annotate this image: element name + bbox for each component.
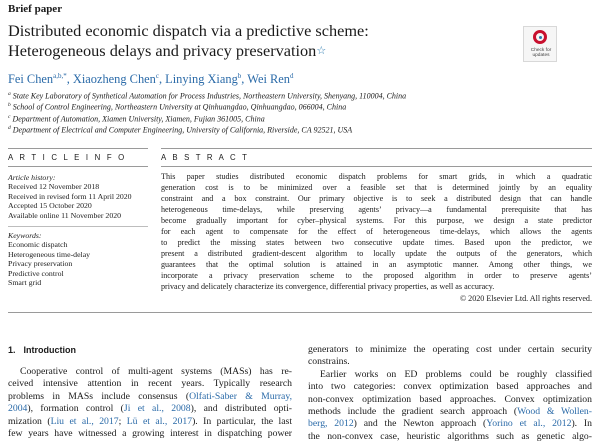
text-segment: ). In particular, the last <box>192 415 293 427</box>
abstract-line: to predict the missing states between two consecutive update times. Based upon the predictor, we <box>161 238 592 248</box>
abstract-line: guarantees that the optimal solution is attained in an asymptotic manner. Among other things, we <box>161 260 592 270</box>
paper-title <box>8 21 518 61</box>
abstract-text <box>161 171 592 304</box>
author-affiliation-marker[interactable]: a,b,* <box>53 72 67 80</box>
abstract-line: generation cost is to be minimized over a feasible set that is determined jointly by an equality <box>161 183 592 193</box>
text-segment: methods include the gradient search approach ( <box>308 406 518 418</box>
text-segment: mization ( <box>8 415 51 427</box>
abstract-line: heterogeneous time-delays, while preserving agents’ privacy—a fundamental prerequisite that has <box>161 205 592 215</box>
article-info <box>8 173 148 287</box>
text-segment: ), formation control ( <box>27 403 124 415</box>
text-segment: ) and the Newton approach ( <box>353 418 487 430</box>
history-entry: Accepted 15 October 2020 <box>8 201 92 211</box>
text-line <box>308 418 592 430</box>
text-line <box>8 391 292 403</box>
text-segment: few years have witnessed a growing interest in dispatching power <box>8 428 292 440</box>
affiliation-marker: a <box>8 91 11 97</box>
affiliation-marker: d <box>8 125 11 132</box>
citation-link[interactable]: 2004 <box>8 403 28 415</box>
affiliation-text: Department of Electrical and Computer Engineering, University of California, Riverside, CA 92521, USA <box>12 126 353 136</box>
text-line <box>308 406 592 418</box>
keyword: Smart grid <box>8 278 42 288</box>
author-affiliation-marker[interactable]: d <box>289 72 294 80</box>
abstract-top-rule <box>161 148 592 149</box>
history-entry: Available online 11 November 2020 <box>8 210 122 220</box>
crossmark-label-2: updates <box>532 53 550 58</box>
author-name[interactable]: Wei Ren <box>247 72 290 87</box>
check-for-updates-badge[interactable] <box>523 26 557 62</box>
abstract-line: become gradually important for cyber–physical systems. For this purpose, we design a state predictor <box>161 216 592 226</box>
history-label: Article history: <box>8 173 56 182</box>
section-number: 1. <box>8 345 16 355</box>
keyword: Economic dispatch <box>8 240 68 250</box>
keywords-rule <box>8 226 148 227</box>
citation-link[interactable]: Liu et al., 2017 <box>50 415 119 427</box>
affiliation <box>8 90 406 101</box>
intro-column-left <box>8 366 292 440</box>
citation-link[interactable]: Lü et al., 2017 <box>126 415 193 427</box>
text-segment: constrains. <box>308 356 350 368</box>
text-segment: ), and distributed opti- <box>190 403 292 415</box>
crossmark-label-1: Check for <box>530 48 552 53</box>
keyword: Heterogeneous time-delay <box>8 249 91 259</box>
text-segment: ceived intensive attention in recent years. Typically research <box>8 378 292 390</box>
info-head-rule <box>8 166 148 167</box>
text-segment: generators to minimize the operating cost under certain security <box>308 344 592 355</box>
keyword: Predictive control <box>8 268 64 278</box>
author-affiliation-marker[interactable]: c <box>155 72 159 80</box>
text-line <box>8 378 292 390</box>
author-name[interactable]: Fei Chen <box>8 72 54 87</box>
affiliation-list <box>8 90 406 136</box>
keyword: Privacy preservation <box>8 259 73 269</box>
text-segment: non-convex optimization based approaches. Convex optimization <box>308 393 592 405</box>
text-line <box>308 356 592 368</box>
affiliation <box>8 113 406 124</box>
affiliation <box>8 124 406 135</box>
affiliation-text: Department of Automation, Xiamen University, Xiamen, Fujian 361005, China <box>12 114 265 124</box>
text-segment: into two categories: convex optimization based approaches and <box>308 381 592 393</box>
abstract-line: for each agent to compensate for the effect of heterogeneous time-delays, which allows the agents <box>161 227 592 237</box>
citation-link[interactable]: Yorino et al., 2012 <box>486 418 572 430</box>
text-line <box>308 431 592 443</box>
history-entry: Received 12 November 2018 <box>8 182 100 192</box>
info-top-rule <box>8 148 148 149</box>
text-line <box>308 394 592 406</box>
title-footnote-star[interactable]: ☆ <box>316 45 327 57</box>
text-segment: the non-convex case, heuristic algorithms such as genetic algo- <box>308 430 592 442</box>
history-list <box>8 182 148 220</box>
abstract-line: privacy and delicately characterize its convergence, differential privacy properties, as well as accuracy. <box>161 282 495 292</box>
intro-column-right <box>308 344 592 443</box>
citation-link[interactable]: Olfati-Saber & Murray, <box>189 390 292 402</box>
text-segment: ). In <box>571 418 593 430</box>
text-line <box>8 428 292 440</box>
affiliation-marker: c <box>8 113 11 120</box>
text-line <box>308 369 592 381</box>
paper-title-line-2-wrap <box>8 41 518 61</box>
article-type-label: Brief paper <box>8 3 63 15</box>
section-heading-introduction <box>8 345 76 355</box>
keywords-label: Keywords: <box>8 231 42 241</box>
author-name[interactable]: Xiaozheng Chen <box>72 72 156 87</box>
text-segment: Cooperative control of multi-agent systems (MASs) has re- <box>20 366 292 377</box>
text-line <box>308 344 592 356</box>
text-segment: ; <box>118 415 127 427</box>
paper-title-line-1: Distributed economic dispatch via a predictive scheme: <box>8 21 369 40</box>
crossmark-icon <box>533 30 547 44</box>
text-line <box>8 416 292 428</box>
affiliation-text: State Key Laboratory of Synthetical Automation for Process Industries, Northeastern University, Shenyang, 110004, China <box>12 91 407 101</box>
citation-link[interactable]: Wood & Wollen- <box>517 406 592 418</box>
text-line <box>8 403 292 415</box>
keyword-list <box>8 240 148 287</box>
section-title: Introduction <box>23 345 77 355</box>
abstract-line: constraint and a box constraint. Our primary objective is to seek a distributed design that can handle <box>161 194 592 204</box>
affiliation-text: School of Control Engineering, Northeastern University at Qinhuangdao, Qinhuangdao, 066004, China <box>12 103 347 113</box>
affiliation <box>8 101 406 112</box>
paper-title-line-2: Heterogeneous delays and privacy preservation <box>8 41 317 60</box>
text-line <box>8 366 292 378</box>
history-entry: Received in revised form 11 April 2020 <box>8 191 132 201</box>
citation-link[interactable]: Ji et al., 2008 <box>123 403 191 415</box>
abstract-bottom-rule <box>8 312 592 313</box>
author-affiliation-marker[interactable]: b <box>237 72 242 80</box>
text-segment: Earlier works on ED problems could be roughly classified <box>320 368 592 380</box>
abstract-head-rule <box>161 166 592 167</box>
abstract-line: incorporate a privacy preservation scheme to the proposed algorithm in order to preserve agents’ <box>161 271 592 281</box>
abstract-line: This paper studies distributed economic dispatch problems for smart grids, in which a quadratic <box>161 172 592 181</box>
abstract-heading: A B S T R A C T <box>161 153 250 162</box>
citation-link[interactable]: berg, 2012 <box>308 418 354 430</box>
affiliation-marker: b <box>8 102 11 109</box>
text-line <box>308 381 592 393</box>
author-list: Fei Chen$^{a,b,*}$, Xiaozheng Chen$^c$, Linying Xiang$^b$, Wei Ren$^d$ <box>8 72 294 87</box>
text-segment: problems in MASs include consensus ( <box>8 390 190 402</box>
copyright-notice: © 2020 Elsevier Ltd. All rights reserved. <box>459 293 592 303</box>
abstract-line: present a distributed gradient-descent algorithm to locally update the outputs of the generators, which <box>161 249 592 259</box>
abstract-body <box>161 171 592 293</box>
author-name[interactable]: Linying Xiang <box>165 72 238 87</box>
article-info-heading: A R T I C L E I N F O <box>8 153 127 162</box>
